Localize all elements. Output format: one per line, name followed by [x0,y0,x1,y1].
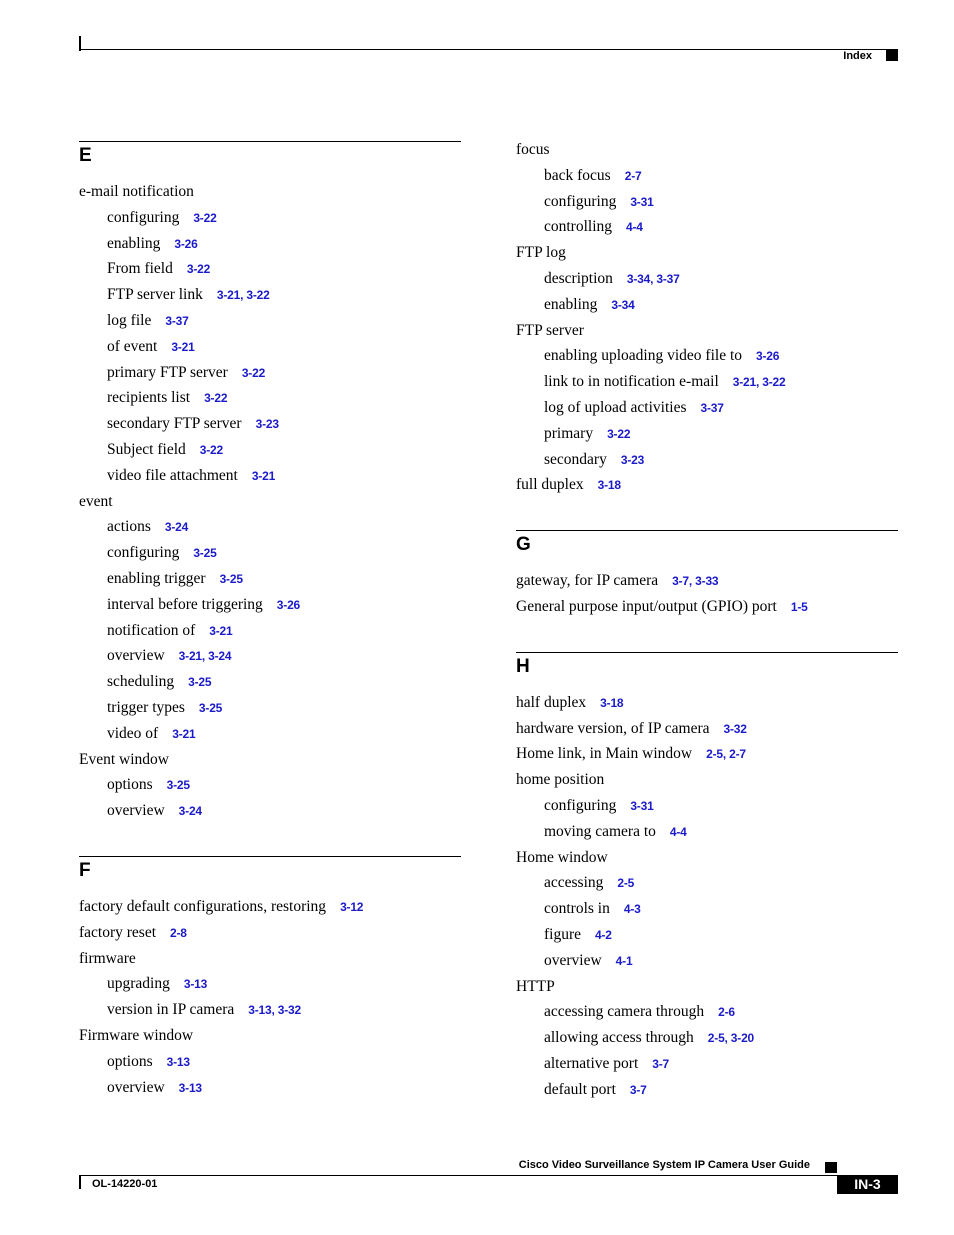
page-reference-link[interactable]: 3-31 [630,798,654,813]
index-entry [79,894,461,920]
page-reference-link[interactable]: 3-25 [198,700,223,715]
index-subentry [516,793,898,819]
index-subentry [516,870,898,896]
index-subentry [79,971,461,997]
index-subentry [79,411,461,437]
entry-term: secondary [544,450,607,468]
index-entry [79,946,461,972]
entry-term: FTP server link [107,286,203,304]
index-subentry [79,437,461,463]
page-reference-link[interactable]: 3-12 [340,899,364,914]
entry-term: firmware [79,949,136,967]
index-subentry [79,231,461,257]
index-entry [516,767,898,793]
section-rule [516,530,898,531]
index-entry [516,741,898,767]
entry-term: focus [516,141,550,158]
page-reference-link[interactable]: 3-13 [183,977,208,992]
page-reference-link[interactable]: 3-21 [171,339,195,354]
entry-term: full duplex [516,476,584,494]
entry-term: hardware version, of IP camera [516,719,710,737]
page-reference-link[interactable]: 3-13, 3-32 [248,1003,301,1018]
page-reference-link[interactable]: 3-22 [607,426,631,441]
index-subentry [79,205,461,231]
page-reference-link[interactable]: 3-26 [276,597,301,612]
entry-term: Subject field [107,440,186,458]
page-reference-link[interactable]: 4-4 [626,220,643,235]
index-subentry [79,1075,461,1101]
entry-term: configuring [544,192,617,210]
entry-term: back focus [544,166,611,184]
entry-term: controls in [544,900,610,918]
section-letter: F [79,859,91,881]
page-reference-link[interactable]: 4-2 [595,927,612,942]
entry-term: configuring [544,796,617,814]
footer-page-number: IN-3 [837,1175,898,1194]
page-reference-link[interactable]: 3-18 [597,478,621,493]
entry-term: default port [544,1080,616,1098]
page-reference-link[interactable]: 3-25 [193,546,217,561]
page-reference-link[interactable]: 3-21, 3-24 [178,649,232,664]
entry-term: moving camera to [544,822,656,840]
index-entry [516,594,898,620]
entry-term: recipients list [107,389,191,407]
entry-term: enabling trigger [107,569,206,587]
entry-term: version in IP camera [107,1001,235,1019]
index-subentry [516,1077,898,1103]
index-entry [79,489,461,515]
index-section [79,856,461,1100]
page-reference-link[interactable]: 3-7 [652,1056,669,1071]
index-subentry [79,256,461,282]
page-reference-link[interactable]: 3-31 [630,194,654,209]
index-subentry [516,292,898,318]
page-reference-link[interactable]: 3-18 [600,695,624,710]
page-reference-link[interactable]: 3-21 [172,726,196,741]
page-reference-link[interactable]: 3-25 [219,571,243,586]
entry-term: overview [107,802,165,820]
entry-term: actions [107,518,151,536]
index-subentry [79,997,461,1023]
footer-doc-number: OL-14220-01 [92,1178,158,1190]
index-subentry [516,948,898,974]
page-reference-link[interactable]: 3-23 [620,452,645,467]
index-subentry [79,360,461,386]
index-subentry [79,308,461,334]
entry-term: Event window [79,750,169,768]
entry-term: FTP log [516,244,566,262]
page-reference-link[interactable]: 3-24 [164,520,189,535]
page-reference-link[interactable]: 2-5, 3-20 [707,1031,755,1046]
entry-term: of event [107,337,158,355]
section-letter: G [516,534,531,556]
index-subentry [79,798,461,824]
footer-guide-title: Cisco Video Surveillance System IP Camera User Guide [518,1159,810,1171]
entry-term: accessing [544,874,604,892]
index-column-left [79,137,461,1132]
index-subentry [516,189,898,215]
section-rule [79,141,461,142]
header-block-mark [886,50,898,61]
index-subentry [516,266,898,292]
index-column-right [516,137,898,1135]
index-subentry [79,282,461,308]
footer-block-mark [825,1162,837,1173]
entry-term: accessing camera through [544,1003,705,1021]
page-reference-link[interactable]: 3-34, 3-37 [626,271,680,286]
entry-term: log file [107,311,152,329]
entry-term: enabling [544,295,598,313]
page-reference-link[interactable]: 3-22 [186,262,211,277]
index-subentry [516,819,898,845]
page-reference-link[interactable]: 3-37 [165,313,189,328]
page-reference-link[interactable]: 4-1 [615,953,633,968]
entry-term: primary [544,424,594,442]
index-subentry [79,772,461,798]
section-letter: E [79,145,92,166]
entry-term: e-mail notification [79,183,194,200]
entry-term: link to in notification e-mail [544,373,719,391]
index-entry [516,318,898,344]
entry-term: controlling [544,218,613,236]
index-subentry [516,447,898,473]
index-subentry [516,369,898,395]
entry-term: secondary FTP server [107,415,242,433]
page-reference-link[interactable]: 3-22 [199,442,223,457]
entry-term: notification of [107,621,196,639]
entry-term: Home link, in Main window [516,745,693,763]
entry-term: alternative port [544,1054,639,1072]
index-subentry [516,421,898,447]
page-reference-link[interactable]: 3-34 [611,297,635,312]
entry-term: upgrading [107,975,170,993]
header-label: Index [843,50,872,62]
page-reference-link[interactable]: 2-7 [624,168,642,183]
entry-term: video of [107,724,159,742]
entry-term: FTP server [516,321,584,339]
page-reference-link[interactable]: 2-8 [170,925,187,940]
page-reference-link[interactable]: 3-13 [166,1054,190,1069]
index-subentry [79,566,461,592]
index-entry [516,137,898,163]
index-subentry [79,463,461,489]
index-entry [516,716,898,742]
entry-term: overview [107,647,165,665]
section-letter: H [516,655,530,677]
page-reference-link[interactable]: 3-25 [166,778,190,793]
index-subentry [79,592,461,618]
index-subentry [516,163,898,189]
page-reference-link[interactable]: 3-21 [209,623,233,638]
page-reference-link[interactable]: 3-25 [188,675,212,690]
page-reference-link[interactable]: 3-22 [241,365,266,380]
page-reference-link[interactable]: 3-24 [178,804,202,819]
entry-term: event [79,492,113,510]
page-reference-link[interactable]: 3-26 [756,349,780,364]
index-subentry [516,343,898,369]
entry-term: allowing access through [544,1029,694,1047]
index-subentry [516,1025,898,1051]
index-subentry [79,643,461,669]
page-reference-link[interactable]: 3-7, 3-33 [672,574,719,589]
entry-term: Firmware window [79,1026,194,1044]
index-subentry [79,1049,461,1075]
index-entry [516,240,898,266]
entry-term: home position [516,771,605,789]
index-entry [516,568,898,594]
index-entry [516,690,898,716]
entry-term: scheduling [107,673,175,691]
index-section [516,530,898,620]
entry-term: interval before triggering [107,595,263,613]
page-reference-link[interactable]: 3-13 [178,1080,202,1095]
page-reference-link[interactable]: 4-4 [669,824,687,839]
index-entry [516,974,898,1000]
page-reference-link[interactable]: 1-5 [790,599,808,614]
page-reference-link[interactable]: 3-22 [204,391,228,406]
index-section [516,137,898,498]
entry-term: factory reset [79,923,157,941]
index-entry [79,920,461,946]
index-subentry [516,395,898,421]
page-reference-link[interactable]: 3-21 [251,468,276,483]
entry-term: options [107,776,153,794]
entry-term: log of upload activities [544,398,687,416]
index-subentry [79,618,461,644]
page-reference-link[interactable]: 2-5 [617,876,635,891]
index-section [79,141,461,824]
page-reference-link[interactable]: 3-23 [255,417,279,432]
section-rule [79,856,461,857]
entry-term: enabling uploading video file to [544,347,743,365]
index-section [516,652,898,1103]
entry-term: primary FTP server [107,363,228,381]
index-entry [516,472,898,498]
page-reference-link[interactable]: 3-21, 3-22 [732,375,786,390]
page-reference-link[interactable]: 2-5, 2-7 [706,747,746,762]
page-reference-link[interactable]: 3-37 [700,400,724,415]
index-entry [79,179,461,205]
entry-term: configuring [107,544,180,562]
page-reference-link[interactable]: 4-3 [623,902,641,917]
index-subentry [79,669,461,695]
entry-term: factory default configurations, restoring [79,897,327,915]
index-subentry [516,896,898,922]
page-reference-link[interactable]: 3-22 [193,210,217,225]
entry-term: video file attachment [107,466,238,484]
entry-term: trigger types [107,698,185,716]
section-rule [516,652,898,653]
entry-term: figure [544,925,582,943]
page-reference-link[interactable]: 2-6 [718,1005,735,1020]
index-subentry [79,334,461,360]
page-reference-link[interactable]: 3-26 [174,236,198,251]
index-subentry [79,514,461,540]
index-subentry [79,540,461,566]
entry-term: options [107,1052,153,1070]
index-subentry [79,385,461,411]
index-subentry [516,1051,898,1077]
page-reference-link[interactable]: 3-21, 3-22 [216,288,270,303]
index-entry [79,1023,461,1049]
index-entry [516,845,898,871]
entry-term: half duplex [516,693,587,711]
index-subentry [79,721,461,747]
entry-term: General purpose input/output (GPIO) port [516,597,777,615]
entry-term: Home window [516,848,608,866]
index-entry [79,747,461,773]
page-reference-link[interactable]: 3-32 [723,721,747,736]
footer-corner-mark [79,1175,81,1189]
index-subentry [79,695,461,721]
index-subentry [516,922,898,948]
index-subentry [516,214,898,240]
entry-term: configuring [107,208,180,226]
page-reference-link[interactable]: 3-7 [629,1082,647,1097]
entry-term: description [544,269,613,287]
entry-term: HTTP [516,977,555,995]
entry-term: gateway, for IP camera [516,572,659,590]
index-subentry [516,999,898,1025]
entry-term: From field [107,260,173,278]
entry-term: enabling [107,234,161,252]
header-rule [79,49,898,50]
footer-rule [79,1175,898,1176]
entry-term: overview [107,1078,165,1096]
entry-term: overview [544,951,602,969]
